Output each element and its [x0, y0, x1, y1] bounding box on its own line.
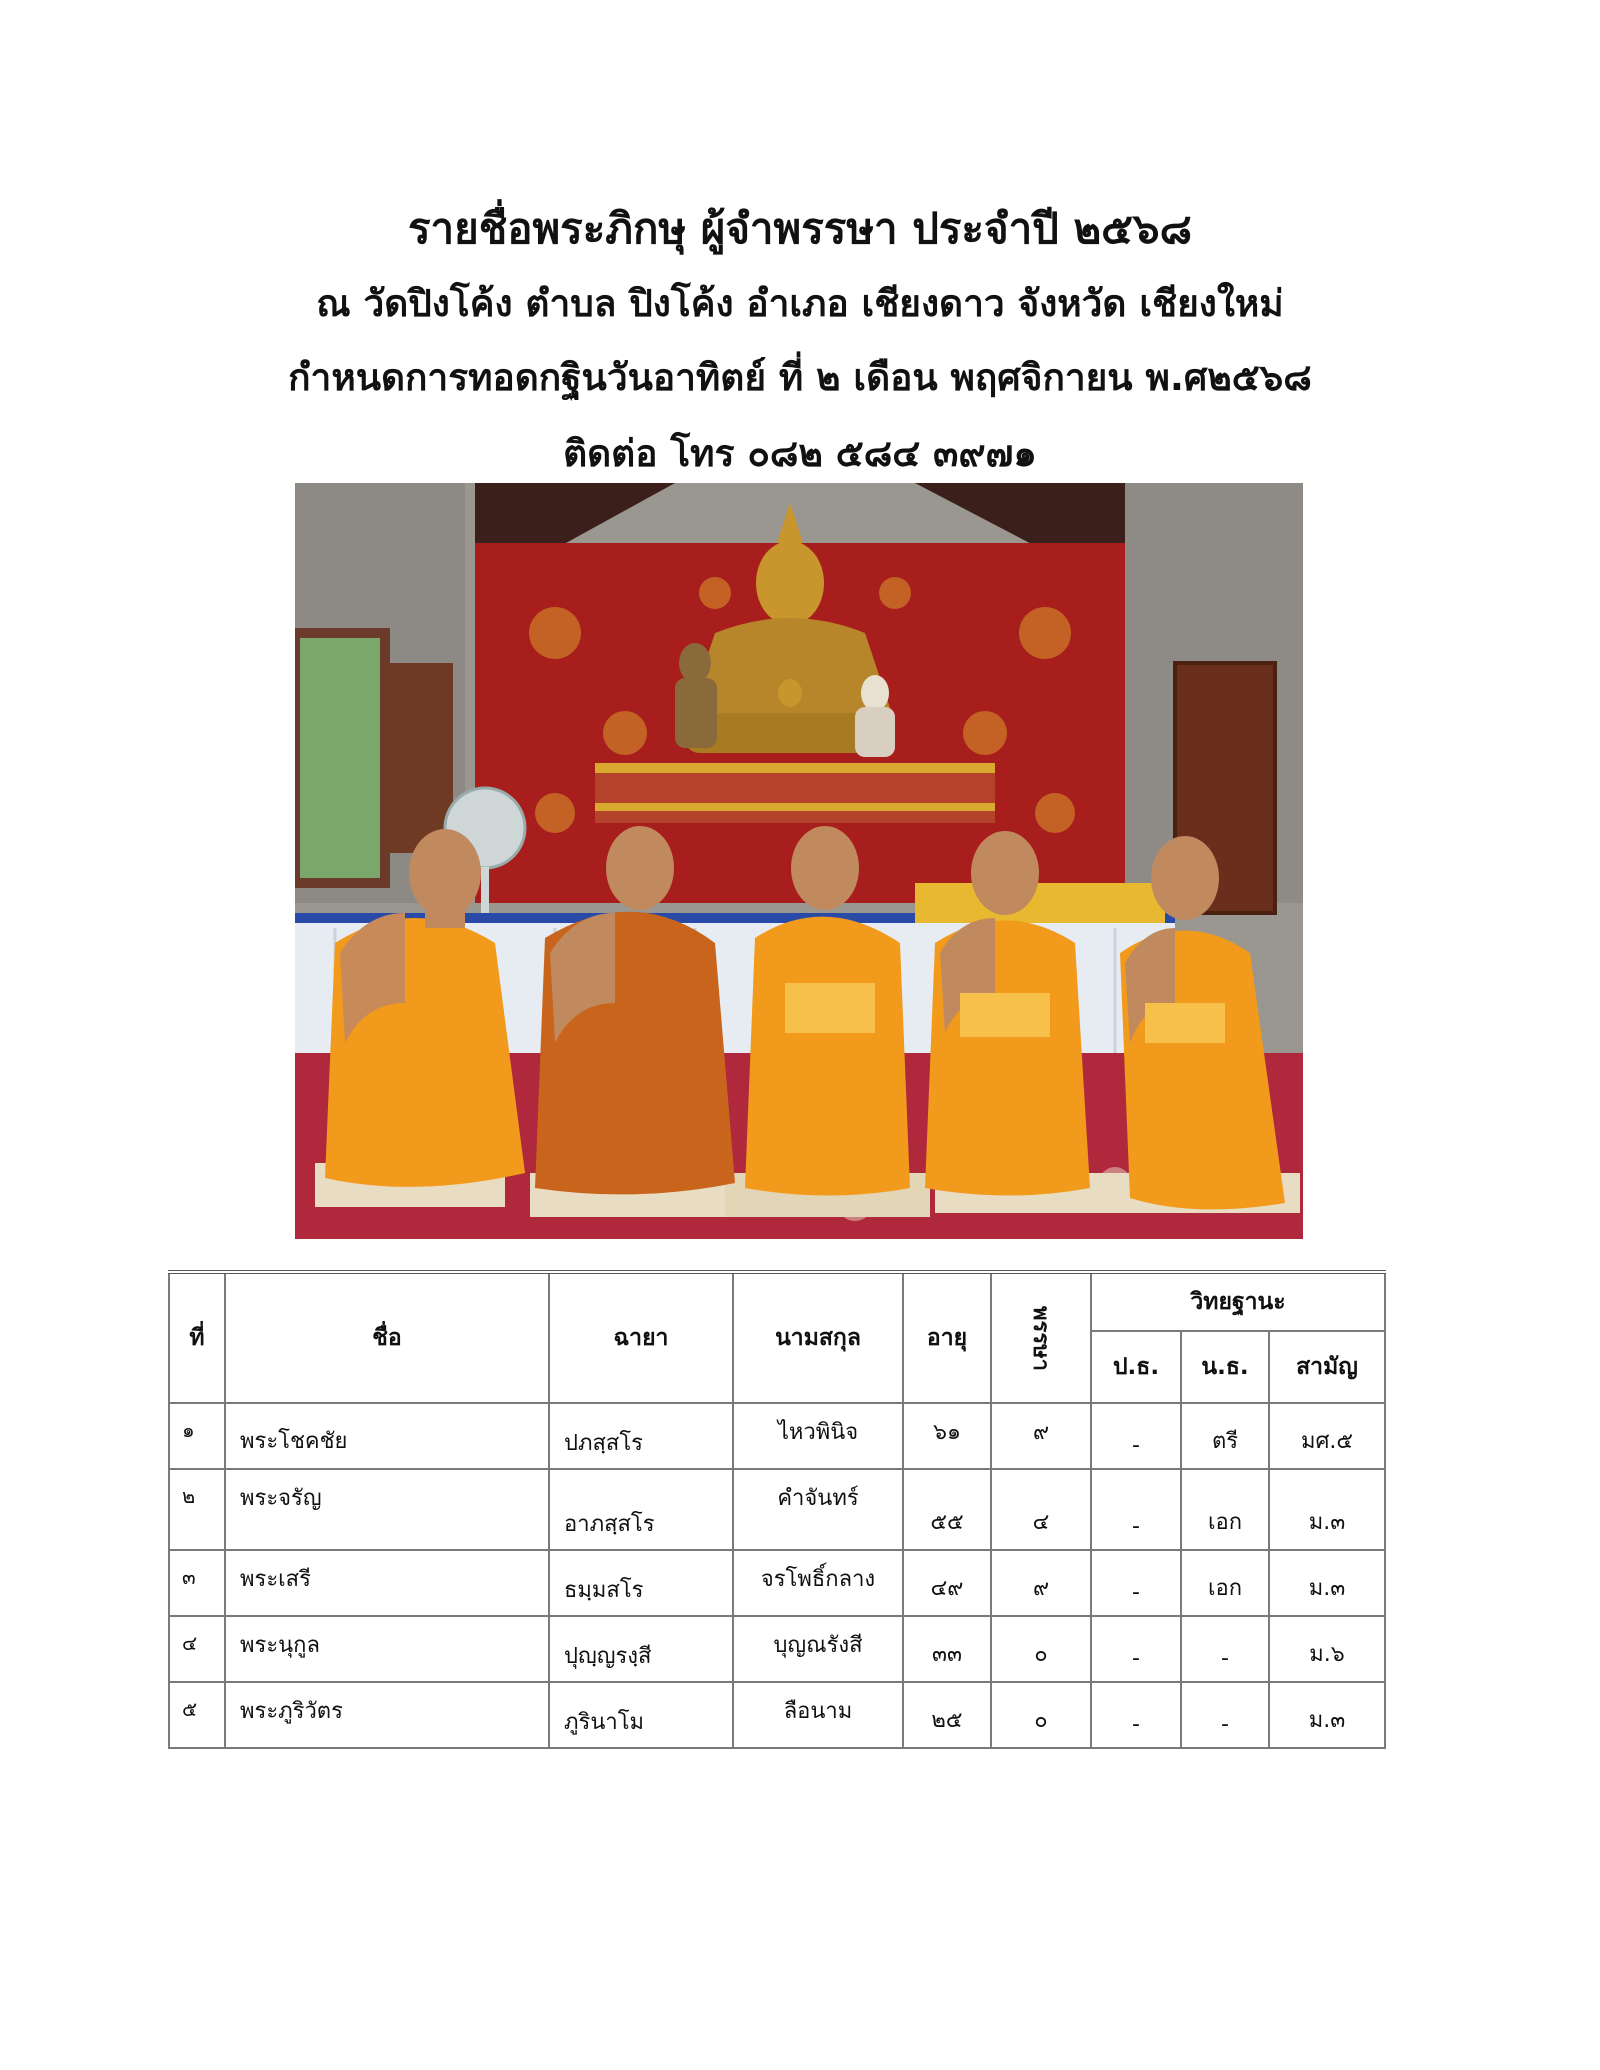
- table-row: [169, 1403, 1385, 1469]
- row-pt: -: [1132, 1580, 1140, 1605]
- row-pansa: ๐: [1034, 1642, 1048, 1667]
- header-name: ชื่อ: [225, 1272, 549, 1403]
- row-no: ๕: [182, 1697, 198, 1721]
- row-age: ๕๕: [930, 1510, 964, 1535]
- header-qualification: วิทยฐานะ: [1091, 1272, 1385, 1331]
- header-pt: ป.ธ.: [1091, 1331, 1181, 1403]
- row-age: ๔๙: [930, 1576, 964, 1601]
- row-name: พระเสรี: [240, 1567, 311, 1592]
- row-general: ม.๓: [1308, 1576, 1346, 1601]
- row-no: ๓: [182, 1565, 196, 1589]
- row-no: ๔: [182, 1631, 198, 1655]
- kathin-schedule: กำหนดการทอดกฐินวันอาทิตย์ ที่ ๒ เดือน พฤศจิกายน พ.ศ๒๕๖๘: [288, 356, 1312, 399]
- row-surname: คำจันทร์: [777, 1486, 859, 1511]
- row-chaya: ภูรินาโม: [564, 1710, 645, 1735]
- row-pt: -: [1132, 1646, 1140, 1671]
- row-name: พระโชคชัย: [240, 1429, 348, 1454]
- row-general: ม.๖: [1309, 1642, 1345, 1667]
- row-age: ๒๕: [931, 1708, 963, 1733]
- header-nt: น.ธ.: [1181, 1331, 1269, 1403]
- row-chaya: อาภสฺสโร: [564, 1512, 655, 1537]
- table-row: [169, 1616, 1385, 1682]
- row-nt: ตรี: [1211, 1429, 1239, 1454]
- row-no: ๒: [182, 1484, 196, 1508]
- row-chaya: ปุญฺญรงฺสี: [564, 1644, 652, 1669]
- row-pansa: ๔: [1032, 1510, 1050, 1535]
- row-chaya: ธมฺมสโร: [564, 1578, 644, 1603]
- row-pt: -: [1132, 1712, 1140, 1737]
- row-name: พระจรัญ: [240, 1486, 322, 1511]
- buddha-statue: [756, 541, 824, 625]
- row-pansa: ๙: [1032, 1576, 1050, 1601]
- row-pansa: ๙: [1032, 1420, 1050, 1445]
- window-left: [295, 633, 385, 883]
- header-chaya: ฉายา: [549, 1272, 733, 1403]
- row-pansa: ๐: [1034, 1708, 1048, 1733]
- page-title: รายชื่อพระภิกษุ ผู้จำพรรษา ประจำปี ๒๕๖๘: [408, 204, 1192, 253]
- row-nt: -: [1221, 1712, 1229, 1737]
- row-surname: ไหวพินิจ: [777, 1420, 859, 1445]
- row-general: ม.๓: [1308, 1708, 1346, 1733]
- contact-phone: ติดต่อ โทร ๐๘๒ ๕๘๔ ๓๙๗๑: [563, 432, 1037, 475]
- row-chaya: ปภสฺสโร: [564, 1431, 643, 1456]
- row-pt: -: [1132, 1514, 1140, 1539]
- table-row: [169, 1550, 1385, 1616]
- row-no: ๑: [182, 1418, 195, 1442]
- row-age: ๖๑: [933, 1420, 961, 1445]
- row-name: พระนุกูล: [240, 1633, 320, 1658]
- row-surname: บุญณรังสี: [773, 1633, 863, 1658]
- header-general: สามัญ: [1269, 1331, 1385, 1403]
- table-row: [169, 1682, 1385, 1748]
- row-nt: -: [1221, 1646, 1229, 1671]
- temple-location: ณ วัดปิงโค้ง ตำบล ปิงโค้ง อำเภอ เชียงดาว จังหวัด เชียงใหม่: [316, 282, 1284, 325]
- photo-illustration: [295, 483, 1303, 1239]
- monks-group-photo: [295, 483, 1303, 1239]
- row-nt: เอก: [1207, 1510, 1243, 1535]
- row-general: มศ.๕: [1300, 1429, 1354, 1454]
- row-surname: ลือนาม: [783, 1699, 853, 1724]
- row-age: ๓๓: [931, 1642, 963, 1667]
- row-name: พระภูริวัตร: [240, 1699, 343, 1724]
- header-surname: นามสกุล: [733, 1272, 903, 1403]
- row-surname: จรโพธิ์กลาง: [760, 1567, 876, 1592]
- monk-roster-table: [168, 1270, 1386, 1749]
- row-pt: -: [1132, 1433, 1140, 1458]
- row-nt: เอก: [1207, 1576, 1243, 1601]
- table-row: [169, 1469, 1385, 1550]
- header-no: ที่: [169, 1272, 225, 1403]
- row-general: ม.๓: [1308, 1510, 1346, 1535]
- header-pansa: [991, 1272, 1091, 1403]
- header-pansa-label: พรรษา: [1027, 1305, 1053, 1371]
- header-age: อายุ: [903, 1272, 991, 1403]
